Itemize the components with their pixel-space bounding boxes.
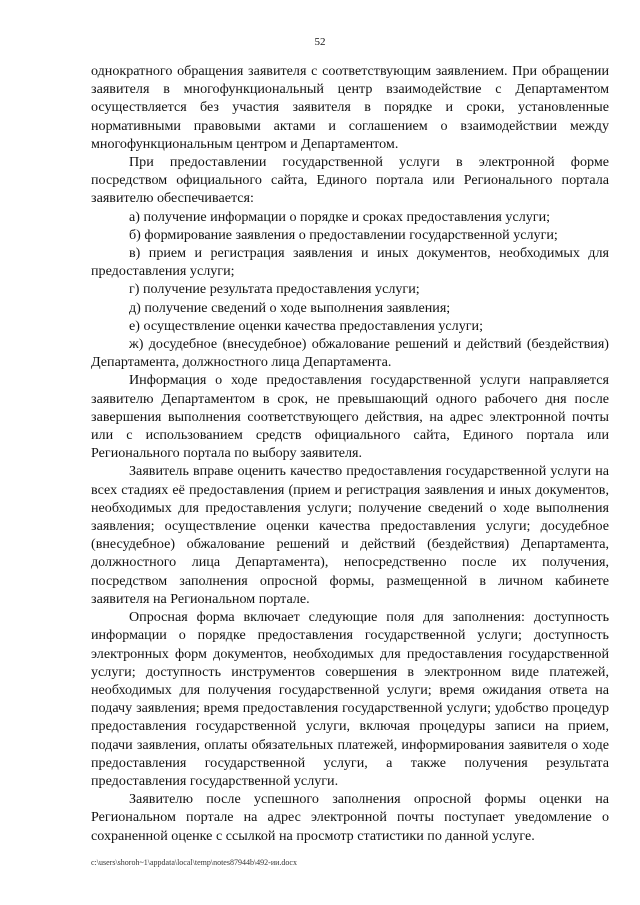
paragraph: Информация о ходе предоставления государственной услуги направляется заявителю Департаментом в срок, не превышающий одного рабочего дня после завершения выполнения соответствующего действия, на адрес электронной почты или с использованием средств официального сайта, Единого портала или Регионального портала по выбору заявителя. [91, 372, 609, 462]
document-body [91, 62, 609, 845]
paragraph: Заявитель вправе оценить качество предоставления государственной услуги на всех стадиях её предоставления (прием и регистрация заявления и иных документов, необходимых для предоставления услуги; получение сведений о ходе выполнения заявления; осуществление оценки качества предоставления услуги; досудебное (внесудебное) обжалование решений и действий (бездействия) Департамента, должностного лица Департамента), непосредственно после их получения, посредством заполнения опросной формы, размещенной в личном кабинете заявителя на Региональном портале. [91, 463, 609, 607]
paragraph: а) получение информации о порядке и сроках предоставления услуги; [129, 208, 551, 225]
paragraph: в) прием и регистрация заявления и иных документов, необходимых для предоставления услуги; [91, 245, 609, 280]
paragraph: д) получение сведений о ходе выполнения заявления; [129, 299, 451, 316]
footer-file-path: c:\users\shoroh~1\appdata\local\temp\notes87944b\492-ии.docx [91, 858, 297, 867]
paragraph: Заявителю после успешного заполнения опросной формы оценки на Региональном портале на адрес электронной почты поступает уведомление о сохраненной оценке с ссылкой на просмотр статистики по данной услуге. [91, 791, 609, 844]
paragraph: Опросная форма включает следующие поля для заполнения: доступность информации о порядке предоставления государственной услуги; доступность электронных форм документов, необходимых для предоставления государственной услуги; доступность инструментов совершения в электронном виде платежей, необходимых для получения государственной услуги; время ожидания ответа на подачу заявления; время предоставления государственной услуги; удобство процедур предоставления государственной услуги, включая процедуры записи на прием, подачи заявления, оплаты обязательных платежей, информирования заявителя о ходе предоставления государственной услуги, а также получения результата предоставления государственной услуги. [91, 609, 609, 789]
paragraph: б) формирование заявления о предоставлении государственной услуги; [129, 226, 558, 243]
paragraph: ж) досудебное (внесудебное) обжалование решений и действий (бездействия) Департамента, должностного лица Департамента. [91, 336, 609, 371]
paragraph: При предоставлении государственной услуги в электронной форме посредством официального сайта, Единого портала или Регионального портала заявителю обеспечивается: [91, 154, 609, 207]
paragraph: г) получение результата предоставления услуги; [129, 281, 420, 298]
paragraph: однократного обращения заявителя с соответствующим заявлением. При обращении заявителя в многофункциональный центр взаимодействие с Департаментом осуществляется без участия заявителя в порядке и сроки, установленные нормативными правовыми актами и соглашением о взаимодействии между многофункциональным центром и Департаментом. [91, 63, 609, 152]
page-number: 52 [314, 36, 326, 48]
paragraph: е) осуществление оценки качества предоставления услуги; [129, 317, 484, 334]
